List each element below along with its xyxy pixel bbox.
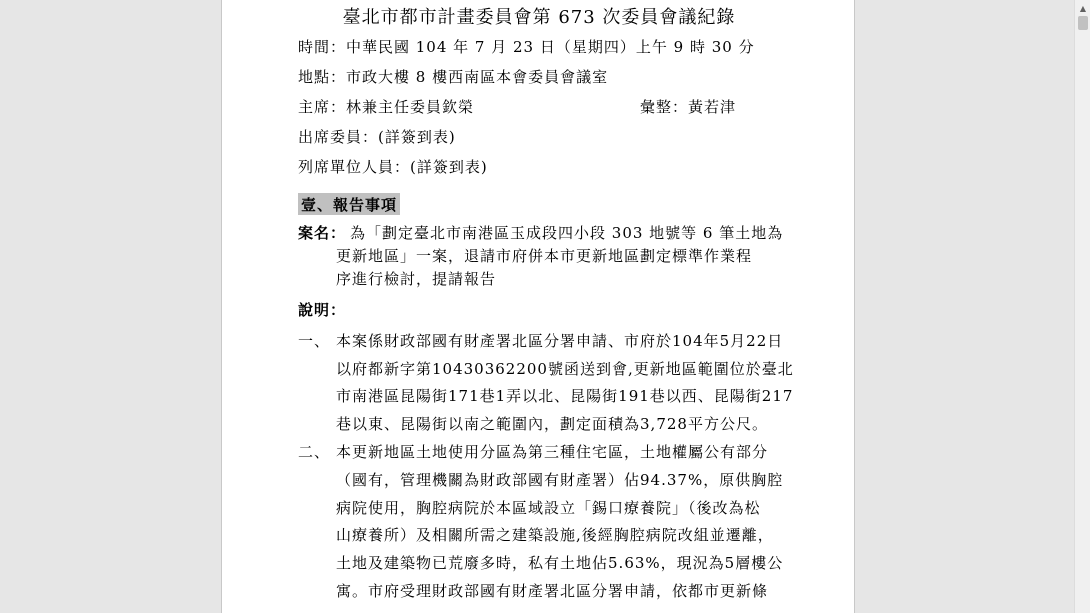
document-title: 臺北市都市計畫委員會第 673 次委員會議紀錄 [342, 7, 736, 28]
observing-units: 列席單位人員：(詳簽到表) [298, 158, 488, 176]
case-line: 為「劃定臺北市南港區玉成段四小段 303 地號等 6 筆土地為 [350, 224, 784, 242]
attending-members: 出席委員：(詳簽到表) [298, 128, 456, 146]
item-line: 寓。市府受理財政部國有財產署北區分署申請，依都市更新條 [336, 582, 769, 600]
scroll-thumb[interactable] [1078, 16, 1088, 30]
vertical-scrollbar[interactable] [1074, 0, 1090, 613]
item-line: 市南港區昆陽街171巷1弄以北、昆陽街191巷以西、昆陽街217 [336, 387, 794, 405]
item-marker: 二、 [298, 443, 331, 461]
meeting-chair: 主席：林兼主任委員欽榮 [298, 98, 475, 116]
item-line: 巷以東、昆陽街以南之範圍內，劃定面積為3,728平方公尺。 [336, 415, 768, 433]
document-page [221, 0, 855, 613]
case-line: 更新地區」一案，退請市府併本市更新地區劃定標準作業程 [336, 247, 753, 265]
item-line: 以府都新字第10430362200號函送到會,更新地區範圍位於臺北 [336, 360, 794, 378]
item-line: 本案係財政部國有財產署北區分署申請、市府於104年5月22日 [336, 332, 784, 350]
item-line: 土地及建築物已荒廢多時，私有土地佔5.63%，現況為5層樓公 [336, 554, 784, 572]
item-line: 病院使用，胸腔病院於本區域設立「錫口療養院」（後改為松 [336, 499, 761, 517]
meeting-time: 時間：中華民國 104 年 7 月 23 日（星期四）上午 9 時 30 分 [298, 38, 755, 56]
meeting-recorder: 彙整：黃若津 [640, 98, 737, 116]
case-line: 序進行檢討，提請報告 [336, 270, 497, 288]
case-label: 案名： [298, 224, 347, 242]
meeting-place: 地點：市政大樓 8 樓西南區本會委員會議室 [298, 68, 609, 86]
scroll-up-arrow-icon[interactable]: ▲ [1079, 3, 1087, 13]
item-line: 山療養所）及相關所需之建築設施,後經胸腔病院改組並遷離， [336, 526, 774, 544]
item-line: 本更新地區土地使用分區為第三種住宅區，土地權屬公有部分 [336, 443, 769, 461]
item-marker: 一、 [298, 332, 331, 350]
section-heading: 壹、報告事項 [298, 193, 400, 215]
item-line: （國有，管理機關為財政部國有財產署）佔94.37%，原供胸腔 [336, 471, 784, 489]
explain-label: 說明： [298, 301, 347, 319]
